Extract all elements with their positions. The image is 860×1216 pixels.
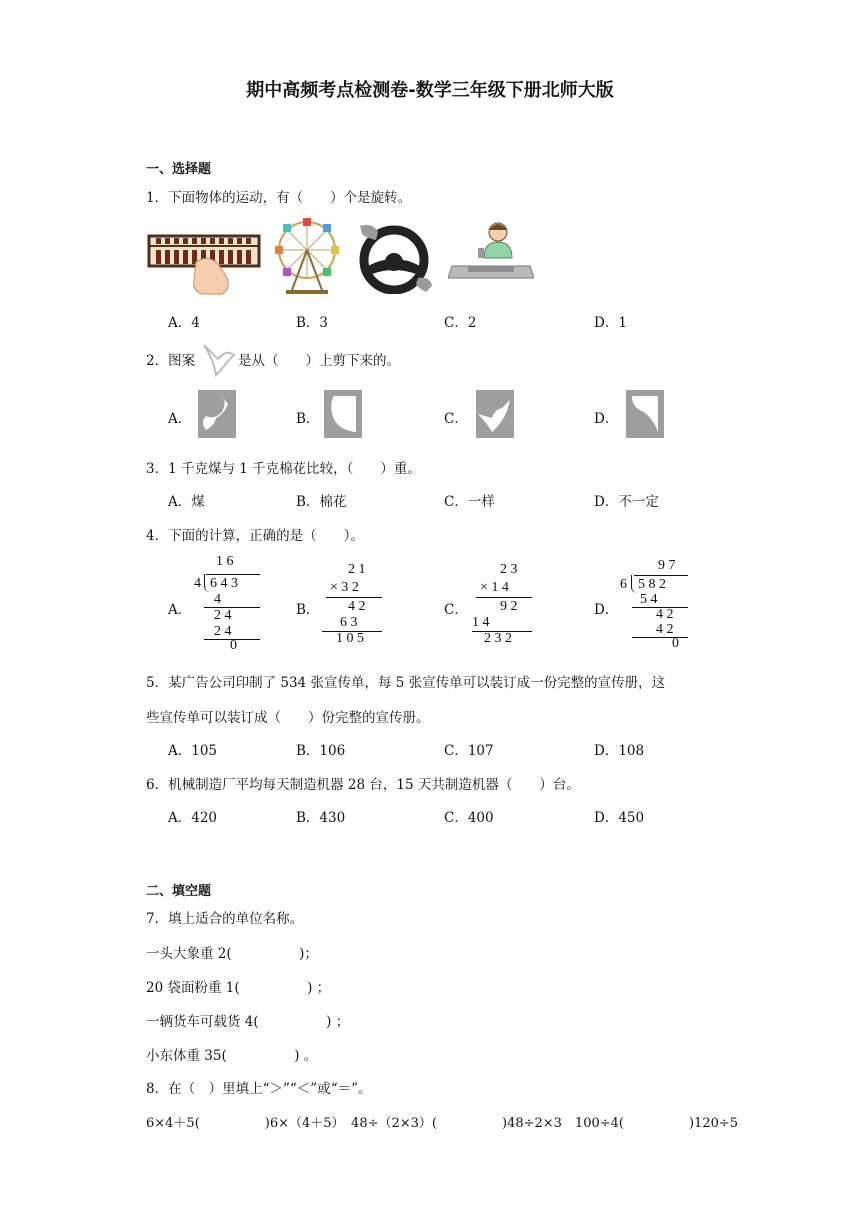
q1-option-d[interactable]: D．1: [594, 315, 627, 331]
q2-option-a-image: [198, 390, 236, 438]
q5-option-a[interactable]: A．105: [168, 743, 218, 759]
q4-option-b-multiplication: [322, 562, 386, 648]
q4-option-a[interactable]: A．: [168, 602, 192, 618]
a-quotient: 1 6: [216, 554, 234, 569]
q5-option-b[interactable]: B．106: [296, 743, 346, 759]
q4-option-d[interactable]: D．: [594, 602, 619, 618]
steering-wheel-image: [356, 222, 434, 294]
a-sub1: 4: [214, 592, 221, 607]
ferris-wheel-image: [266, 216, 348, 296]
b-sum: 1 0 5: [336, 631, 364, 646]
a-rem1: 2 4: [214, 608, 232, 623]
q3-option-d[interactable]: D．不一定: [594, 494, 659, 510]
section-heading-choice: 一、选择题: [146, 162, 212, 177]
q8-comparison-line: 6×4＋5( )6×（4＋5） 48÷（2×3）( )48÷2×3 100÷4( )120÷5: [146, 1116, 739, 1131]
q2-option-b-image: [324, 390, 362, 438]
c-p1: 9 2: [500, 599, 518, 614]
a-rem2: 0: [230, 638, 237, 653]
q2-option-a[interactable]: A．: [168, 411, 192, 427]
question-2-text-after: 是从（ ）上剪下来的。: [238, 353, 400, 369]
q6-option-b[interactable]: B．430: [296, 810, 346, 826]
q3-option-c[interactable]: C．一样: [444, 494, 495, 510]
q2-option-c-image: [476, 390, 514, 438]
q2-option-d[interactable]: D．: [594, 411, 619, 427]
d-divisor: 6: [620, 577, 627, 592]
section-heading-fill-blank: 二、填空题: [146, 884, 212, 899]
q6-option-d[interactable]: D．450: [594, 810, 645, 826]
c-n2: × 1 4: [480, 580, 509, 595]
question-8-text: 8．在（ ）里填上“＞”“＜”或“＝”。: [146, 1081, 372, 1097]
q4-option-c-multiplication: [472, 562, 536, 648]
b-n1: 2 1: [348, 562, 366, 577]
q4-option-a-long-division: [190, 554, 264, 652]
d-rem1: 4 2: [656, 607, 674, 622]
q5-option-c[interactable]: C．107: [444, 743, 494, 759]
page-title: 期中高频考点检测卷-数学三年级下册北师大版: [246, 80, 614, 101]
q5-option-d[interactable]: D．108: [594, 743, 645, 759]
c-p2: 1 4: [472, 615, 490, 630]
c-sum: 2 3 2: [484, 631, 512, 646]
q7-line-elephant: 一头大象重 2( )；: [146, 946, 318, 962]
question-3-text: 3．1 千克煤与 1 千克棉花比较，（ ）重。: [146, 461, 421, 477]
c-n1: 2 3: [500, 562, 518, 577]
d-dividend: 5 8 2: [638, 577, 666, 592]
q4-option-d-long-division: [618, 558, 692, 652]
b-p2: 6 3: [340, 615, 358, 630]
q7-line-truck: 一辆货车可载货 4( ) ；: [146, 1014, 350, 1030]
abacus-image: [146, 224, 262, 298]
q2-option-b[interactable]: B．: [296, 411, 320, 427]
d-quotient: 9 7: [658, 558, 676, 573]
question-5-line-1: 5．某广告公司印制了 534 张宣传单，每 5 张宣传单可以装订成一份完整的宣传册，这: [146, 675, 666, 691]
q6-option-a[interactable]: A．420: [168, 810, 218, 826]
q4-option-b[interactable]: B．: [296, 602, 320, 618]
q2-option-c[interactable]: C．: [444, 411, 468, 427]
q6-option-c[interactable]: C．400: [444, 810, 494, 826]
d-sub2: 4 2: [656, 622, 674, 637]
question-7-text: 7．填上适合的单位名称。: [146, 911, 304, 927]
q4-option-c[interactable]: C．: [444, 602, 468, 618]
d-rem2: 0: [672, 636, 679, 651]
a-divisor: 4: [194, 576, 201, 591]
question-6-text: 6．机械制造厂平均每天制造机器 28 台，15 天共制造机器（ ）台。: [146, 777, 580, 793]
faucet-boy-image: [448, 218, 534, 284]
a-sub2: 2 4: [214, 624, 232, 639]
question-4-text: 4．下面的计算，正确的是（ ）。: [146, 528, 364, 544]
q1-option-c[interactable]: C．2: [444, 315, 477, 331]
q3-option-b[interactable]: B．棉花: [296, 494, 347, 510]
q1-option-a[interactable]: A．4: [168, 315, 200, 331]
b-n2: × 3 2: [330, 580, 359, 595]
question-1-text: 1．下面物体的运动，有（ ）个是旋转。: [146, 190, 412, 206]
q1-option-b[interactable]: B．3: [296, 315, 329, 331]
question-2-text-before: 2．图案: [146, 353, 196, 369]
d-sub1: 5 4: [640, 592, 658, 607]
q2-option-d-image: [626, 390, 664, 438]
q3-option-a[interactable]: A．煤: [168, 494, 205, 510]
question-5-line-2: 些宣传单可以装订成（ ）份完整的宣传册。: [146, 710, 430, 726]
pattern-shape-image: [200, 339, 236, 377]
q7-line-flour: 20 袋面粉重 1( ) ；: [146, 980, 331, 996]
a-dividend: 6 4 3: [210, 576, 238, 591]
q7-line-xiaodong: 小东体重 35( ) 。: [146, 1048, 318, 1064]
b-p1: 4 2: [348, 599, 366, 614]
